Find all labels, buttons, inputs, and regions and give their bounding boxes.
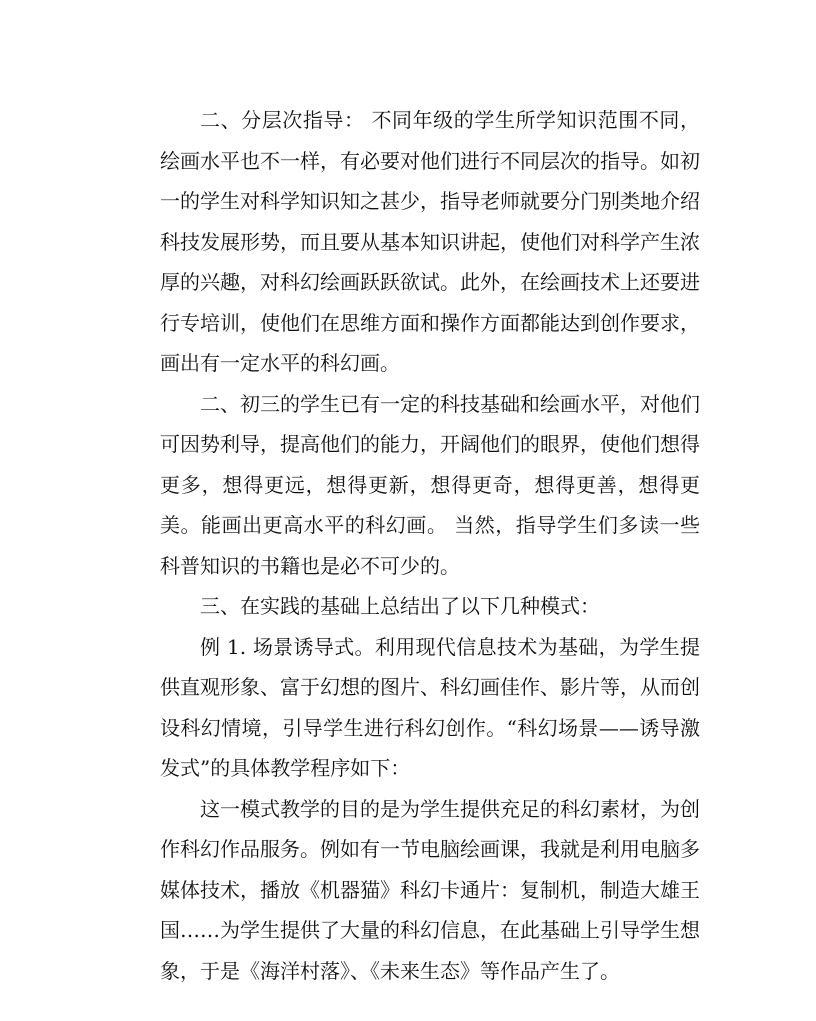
paragraph-models-heading: 三、在实践的基础上总结出了以下几种模式： [200, 594, 600, 618]
paragraph-grade-three: 二、初三的学生已有一定的科技基础和绘画水平，对他们可因势利导，提高他们的能力，开阔他们的眼界，使他们想得更多，想得更远，想得更新，想得更奇，想得更善，想得更美。能画出更高水平的科幻画。 当然，指导学生们多读一些科普知识的书籍也是必不可少的。 [160, 391, 700, 578]
paragraph-example-one: 例 1. 场景诱导式。利用现代信息技术为基础，为学生提供直观形象、富于幻想的图片、科幻画佳作、影片等，从而创设科幻情境，引导学生进行科幻创作。“科幻场景——诱导激发式”的具体教学程序如下： [160, 634, 700, 780]
document-body [160, 100, 700, 991]
paragraph-model-purpose: 这一模式教学的目的是为学生提供充足的科幻素材，为创作科幻作品服务。例如有一节电脑绘画课，我就是利用电脑多媒体技术，播放《机器猫》科幻卡通片：复制机，制造大雄王国……为学生提供了大量的科幻信息，在此基础上引导学生想象，于是《海洋村落》、《未来生态》等作品产生了。 [160, 796, 700, 983]
paragraph-layered-guidance: 二、分层次指导： 不同年级的学生所学知识范围不同，绘画水平也不一样，有必要对他们进行不同层次的指导。如初一的学生对科学知识知之甚少，指导老师就要分门别类地介绍科技发展形势，而且要从基本知识讲起，使他们对科学产生浓厚的兴趣，对科幻绘画跃跃欲试。此外，在绘画技术上还要进行专培训，使他们在思维方面和操作方面都能达到创作要求，画出有一定水平的科幻画。 [160, 108, 700, 375]
